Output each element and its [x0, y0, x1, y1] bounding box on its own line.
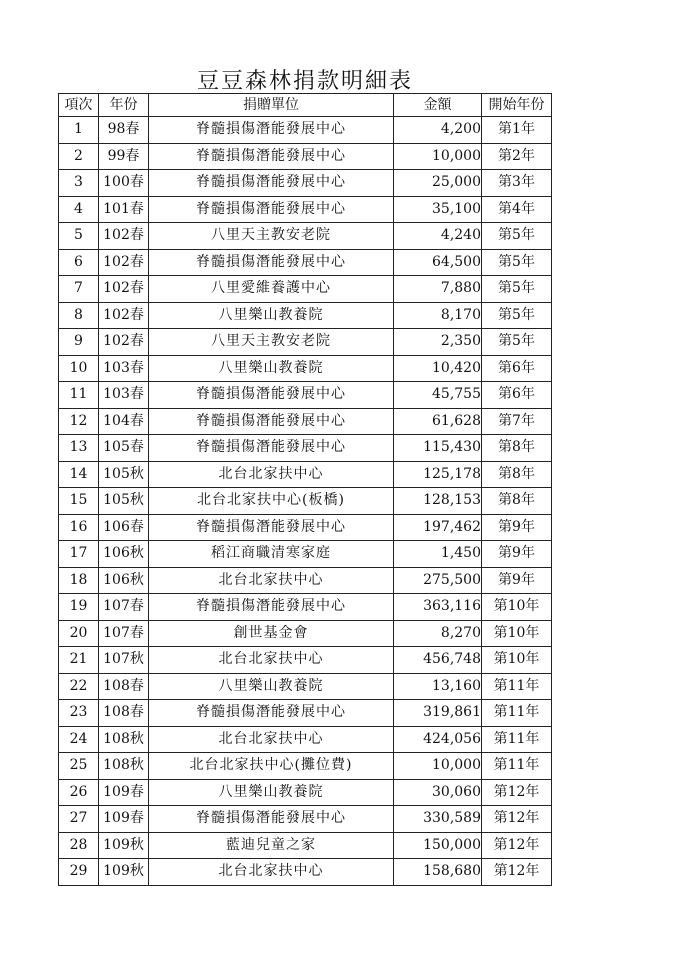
table-row — [59, 647, 552, 674]
row-amount-cell: 330,589 — [394, 806, 482, 833]
row-year-cell: 102春 — [99, 329, 149, 356]
row-year-cell: 106春 — [99, 514, 149, 541]
row-year-cell: 104春 — [99, 408, 149, 435]
column-header-index: 項次 — [59, 94, 99, 117]
row-start-year-cell: 第8年 — [482, 461, 552, 488]
row-amount-cell: 8,170 — [394, 302, 482, 329]
row-donor-cell: 脊髓損傷潛能發展中心 — [149, 806, 394, 833]
row-index-cell: 24 — [59, 726, 99, 753]
row-start-year-cell: 第11年 — [482, 673, 552, 700]
column-header-amount: 金額 — [394, 94, 482, 117]
row-start-year-cell: 第9年 — [482, 541, 552, 568]
row-donor-cell: 稻江商職清寒家庭 — [149, 541, 394, 568]
row-year-cell: 101春 — [99, 196, 149, 223]
row-start-year-cell: 第6年 — [482, 355, 552, 382]
table-row — [59, 859, 552, 886]
row-start-year-cell: 第10年 — [482, 647, 552, 674]
table-row — [59, 673, 552, 700]
table-row — [59, 488, 552, 515]
row-year-cell: 106秋 — [99, 541, 149, 568]
table-row — [59, 806, 552, 833]
row-donor-cell: 北台北家扶中心 — [149, 726, 394, 753]
row-amount-cell: 197,462 — [394, 514, 482, 541]
row-year-cell: 102春 — [99, 249, 149, 276]
row-donor-cell: 八里天主教安老院 — [149, 223, 394, 250]
row-amount-cell: 158,680 — [394, 859, 482, 886]
row-amount-cell: 10,000 — [394, 143, 482, 170]
row-index-cell: 25 — [59, 753, 99, 780]
row-donor-cell: 脊髓損傷潛能發展中心 — [149, 143, 394, 170]
row-index-cell: 3 — [59, 170, 99, 197]
row-index-cell: 14 — [59, 461, 99, 488]
row-year-cell: 109秋 — [99, 832, 149, 859]
row-amount-cell: 1,450 — [394, 541, 482, 568]
row-index-cell: 26 — [59, 779, 99, 806]
row-index-cell: 1 — [59, 117, 99, 144]
row-donor-cell: 脊髓損傷潛能發展中心 — [149, 382, 394, 409]
row-index-cell: 8 — [59, 302, 99, 329]
header-row — [59, 94, 552, 117]
row-start-year-cell: 第12年 — [482, 779, 552, 806]
row-donor-cell: 八里樂山教養院 — [149, 355, 394, 382]
document-title: 豆豆森林捐款明細表 — [196, 69, 413, 94]
row-amount-cell: 4,240 — [394, 223, 482, 250]
row-start-year-cell: 第10年 — [482, 594, 552, 621]
table-row — [59, 779, 552, 806]
row-index-cell: 13 — [59, 435, 99, 462]
row-year-cell: 100春 — [99, 170, 149, 197]
table-row — [59, 726, 552, 753]
row-donor-cell: 八里天主教安老院 — [149, 329, 394, 356]
row-donor-cell: 北台北家扶中心 — [149, 567, 394, 594]
row-start-year-cell: 第5年 — [482, 223, 552, 250]
row-year-cell: 102春 — [99, 223, 149, 250]
row-amount-cell: 45,755 — [394, 382, 482, 409]
row-start-year-cell: 第12年 — [482, 806, 552, 833]
row-start-year-cell: 第5年 — [482, 329, 552, 356]
row-year-cell: 109春 — [99, 779, 149, 806]
row-start-year-cell: 第5年 — [482, 276, 552, 303]
row-start-year-cell: 第8年 — [482, 488, 552, 515]
table-row — [59, 117, 552, 144]
row-year-cell: 105秋 — [99, 488, 149, 515]
table-header — [59, 94, 552, 117]
row-index-cell: 11 — [59, 382, 99, 409]
table-row — [59, 461, 552, 488]
table-row — [59, 170, 552, 197]
table-body — [59, 117, 552, 886]
row-start-year-cell: 第9年 — [482, 514, 552, 541]
table-row — [59, 832, 552, 859]
row-index-cell: 27 — [59, 806, 99, 833]
row-index-cell: 5 — [59, 223, 99, 250]
row-index-cell: 10 — [59, 355, 99, 382]
row-index-cell: 2 — [59, 143, 99, 170]
row-amount-cell: 424,056 — [394, 726, 482, 753]
row-year-cell: 109秋 — [99, 859, 149, 886]
row-year-cell: 106秋 — [99, 567, 149, 594]
row-start-year-cell: 第10年 — [482, 620, 552, 647]
row-amount-cell: 64,500 — [394, 249, 482, 276]
row-donor-cell: 北台北家扶中心 — [149, 461, 394, 488]
row-donor-cell: 脊髓損傷潛能發展中心 — [149, 408, 394, 435]
row-year-cell: 107春 — [99, 594, 149, 621]
row-year-cell: 107秋 — [99, 647, 149, 674]
row-donor-cell: 創世基金會 — [149, 620, 394, 647]
table-row — [59, 249, 552, 276]
row-index-cell: 29 — [59, 859, 99, 886]
row-index-cell: 22 — [59, 673, 99, 700]
row-year-cell: 108秋 — [99, 753, 149, 780]
row-donor-cell: 脊髓損傷潛能發展中心 — [149, 249, 394, 276]
table-row — [59, 143, 552, 170]
row-index-cell: 18 — [59, 567, 99, 594]
row-donor-cell: 八里樂山教養院 — [149, 302, 394, 329]
row-year-cell: 103春 — [99, 382, 149, 409]
row-amount-cell: 25,000 — [394, 170, 482, 197]
table-row — [59, 382, 552, 409]
row-index-cell: 19 — [59, 594, 99, 621]
row-amount-cell: 7,880 — [394, 276, 482, 303]
row-year-cell: 105春 — [99, 435, 149, 462]
row-donor-cell: 北台北家扶中心(板橋) — [149, 488, 394, 515]
row-start-year-cell: 第4年 — [482, 196, 552, 223]
row-index-cell: 16 — [59, 514, 99, 541]
row-donor-cell: 北台北家扶中心 — [149, 647, 394, 674]
row-start-year-cell: 第6年 — [482, 382, 552, 409]
row-amount-cell: 125,178 — [394, 461, 482, 488]
row-year-cell: 99春 — [99, 143, 149, 170]
row-donor-cell: 八里樂山教養院 — [149, 779, 394, 806]
row-donor-cell: 脊髓損傷潛能發展中心 — [149, 514, 394, 541]
table-row — [59, 541, 552, 568]
row-donor-cell: 脊髓損傷潛能發展中心 — [149, 170, 394, 197]
row-year-cell: 105秋 — [99, 461, 149, 488]
row-donor-cell: 脊髓損傷潛能發展中心 — [149, 594, 394, 621]
row-amount-cell: 13,160 — [394, 673, 482, 700]
row-start-year-cell: 第5年 — [482, 302, 552, 329]
row-start-year-cell: 第12年 — [482, 859, 552, 886]
column-header-start-year: 開始年份 — [482, 94, 552, 117]
row-index-cell: 23 — [59, 700, 99, 727]
row-start-year-cell: 第8年 — [482, 435, 552, 462]
table-row — [59, 700, 552, 727]
row-index-cell: 21 — [59, 647, 99, 674]
row-index-cell: 4 — [59, 196, 99, 223]
row-amount-cell: 35,100 — [394, 196, 482, 223]
column-header-year: 年份 — [99, 94, 149, 117]
row-index-cell: 9 — [59, 329, 99, 356]
row-year-cell: 108春 — [99, 673, 149, 700]
row-amount-cell: 61,628 — [394, 408, 482, 435]
row-index-cell: 15 — [59, 488, 99, 515]
row-amount-cell: 10,420 — [394, 355, 482, 382]
table-row — [59, 567, 552, 594]
table-row — [59, 435, 552, 462]
table-row — [59, 594, 552, 621]
table-row — [59, 196, 552, 223]
row-start-year-cell: 第11年 — [482, 726, 552, 753]
row-amount-cell: 319,861 — [394, 700, 482, 727]
table-row — [59, 223, 552, 250]
table-row — [59, 276, 552, 303]
row-donor-cell: 脊髓損傷潛能發展中心 — [149, 117, 394, 144]
row-year-cell: 103春 — [99, 355, 149, 382]
row-start-year-cell: 第11年 — [482, 700, 552, 727]
row-index-cell: 6 — [59, 249, 99, 276]
row-index-cell: 17 — [59, 541, 99, 568]
donation-table — [58, 93, 552, 886]
row-donor-cell: 八里愛維養護中心 — [149, 276, 394, 303]
row-amount-cell: 30,060 — [394, 779, 482, 806]
row-donor-cell: 藍迪兒童之家 — [149, 832, 394, 859]
table-row — [59, 355, 552, 382]
table-row — [59, 302, 552, 329]
row-year-cell: 102春 — [99, 276, 149, 303]
row-donor-cell: 八里樂山教養院 — [149, 673, 394, 700]
row-year-cell: 108秋 — [99, 726, 149, 753]
row-donor-cell: 脊髓損傷潛能發展中心 — [149, 700, 394, 727]
row-index-cell: 7 — [59, 276, 99, 303]
row-amount-cell: 8,270 — [394, 620, 482, 647]
row-start-year-cell: 第9年 — [482, 567, 552, 594]
table-row — [59, 329, 552, 356]
row-amount-cell: 10,000 — [394, 753, 482, 780]
row-year-cell: 107春 — [99, 620, 149, 647]
row-index-cell: 20 — [59, 620, 99, 647]
row-amount-cell: 115,430 — [394, 435, 482, 462]
row-donor-cell: 脊髓損傷潛能發展中心 — [149, 435, 394, 462]
row-amount-cell: 128,153 — [394, 488, 482, 515]
row-start-year-cell: 第5年 — [482, 249, 552, 276]
row-amount-cell: 2,350 — [394, 329, 482, 356]
row-amount-cell: 150,000 — [394, 832, 482, 859]
row-year-cell: 98春 — [99, 117, 149, 144]
table-row — [59, 408, 552, 435]
row-start-year-cell: 第7年 — [482, 408, 552, 435]
row-donor-cell: 北台北家扶中心 — [149, 859, 394, 886]
row-year-cell: 108春 — [99, 700, 149, 727]
row-start-year-cell: 第11年 — [482, 753, 552, 780]
table-row — [59, 753, 552, 780]
row-start-year-cell: 第12年 — [482, 832, 552, 859]
row-year-cell: 102春 — [99, 302, 149, 329]
row-amount-cell: 275,500 — [394, 567, 482, 594]
row-start-year-cell: 第1年 — [482, 117, 552, 144]
row-year-cell: 109春 — [99, 806, 149, 833]
row-donor-cell: 脊髓損傷潛能發展中心 — [149, 196, 394, 223]
row-donor-cell: 北台北家扶中心(攤位費) — [149, 753, 394, 780]
row-amount-cell: 456,748 — [394, 647, 482, 674]
column-header-donor: 捐贈單位 — [149, 94, 394, 117]
row-index-cell: 28 — [59, 832, 99, 859]
row-index-cell: 12 — [59, 408, 99, 435]
row-start-year-cell: 第2年 — [482, 143, 552, 170]
row-start-year-cell: 第3年 — [482, 170, 552, 197]
row-amount-cell: 4,200 — [394, 117, 482, 144]
table-row — [59, 620, 552, 647]
table-row — [59, 514, 552, 541]
row-amount-cell: 363,116 — [394, 594, 482, 621]
